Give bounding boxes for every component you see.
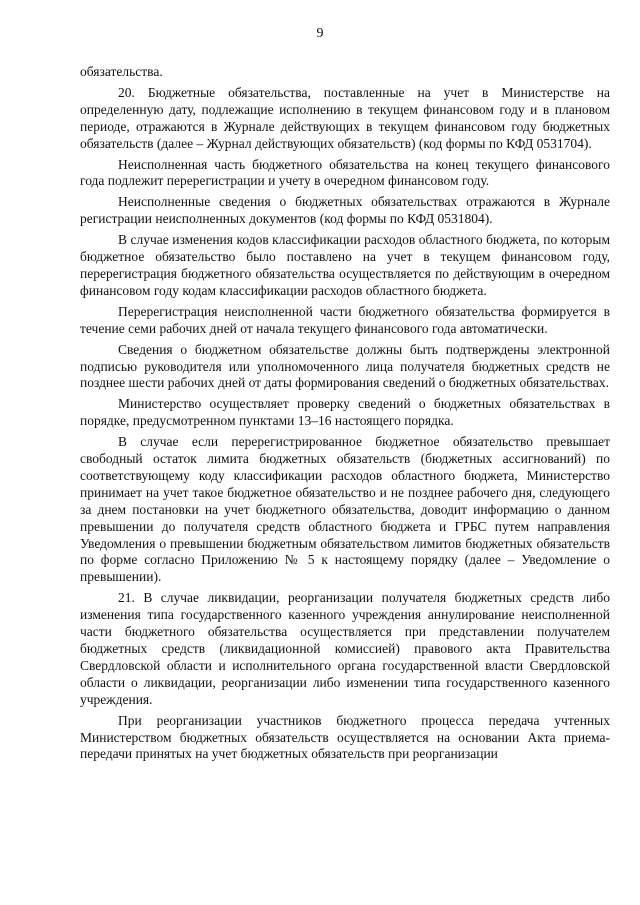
paragraph: При реорганизации участников бюджетного процесса передача учтенных Министерством бюджетных обязательств осуществляется на основании Акта приема-передачи принятых на учет бюджетных обязательств при реорганизации — [80, 712, 610, 762]
document-body — [80, 64, 610, 767]
paragraph: Неисполненная часть бюджетного обязательства на конец текущего финансового года подлежит перерегистрации и учету в очередном финансовом году. — [80, 156, 610, 189]
paragraph: Перерегистрация неисполненной части бюджетного обязательства формируется в течение семи рабочих дней от начала текущего финансового года автоматически. — [80, 303, 610, 336]
paragraph: 21. В случае ликвидации, реорганизации получателя бюджетных средств либо изменения типа государственного казенного учреждения аннулирование неисполненной части бюджетного обязательства осуществляется при представлении получателем бюджетных средств (ликвидационной комиссией) правового акта Правительства Свердловской области и исполнительного органа государственной власти Свердловской области о ликвидации, реорганизации либо изменении типа государственного казенного учреждения. — [80, 590, 610, 707]
paragraph: В случае если перерегистрированное бюджетное обязательство превышает свободный остаток лимита бюджетных обязательств (бюджетных ассигнований) по соответствующему коду классификации расходов областного бюджета, Министерство принимает на учет такое бюджетное обязательство и не позднее рабочего дня, следующего за днем постановки на учет бюджетного обязательства, доводит информацию о данном превышении до получателя средств областного бюджета и ГРБС путем направления Уведомления о превышении бюджетным обязательством лимитов бюджетных обязательств по форме согласно Приложению № 5 к настоящему порядку (далее – Уведомление о превышении). — [80, 434, 610, 585]
paragraph: В случае изменения кодов классификации расходов областного бюджета, по которым бюджетное обязательство было поставлено на учет в текущем финансовом году, перерегистрация бюджетного обязательства осуществляется по действующим в очередном финансовом году кодам классификации расходов областного бюджета. — [80, 232, 610, 298]
paragraph: Неисполненные сведения о бюджетных обязательствах отражаются в Журнале регистрации неисполненных документов (код формы по КФД 0531804). — [80, 194, 610, 227]
paragraph: Министерство осуществляет проверку сведений о бюджетных обязательствах в порядке, предусмотренном пунктами 13–16 настоящего порядка. — [80, 396, 610, 429]
paragraph: 20. Бюджетные обязательства, поставленные на учет в Министерстве на определенную дату, подлежащие исполнению в текущем финансовом году и в плановом периоде, отражаются в Журнале действующих в текущем финансовом году бюджетных обязательств (далее – Журнал действующих обязательств) (код формы по КФД 0531704). — [80, 84, 610, 151]
paragraph: обязательства. — [80, 64, 163, 79]
page-number: 9 — [316, 26, 324, 41]
paragraph: Сведения о бюджетном обязательстве должны быть подтверждены электронной подписью руководителя или уполномоченного лица получателя бюджетных средств не позднее шести рабочих дней от даты формирования сведений о бюджетных обязательствах. — [80, 341, 610, 391]
